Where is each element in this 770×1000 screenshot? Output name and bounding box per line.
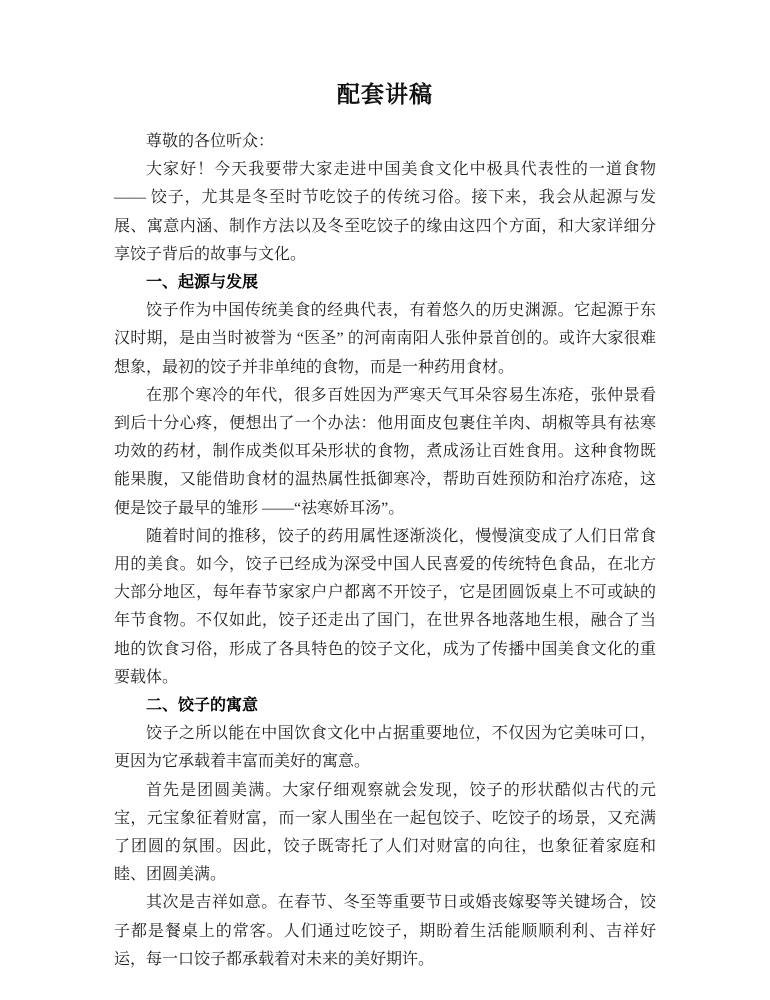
- document-content: [114, 0, 656, 1000]
- body-paragraph: 首先是团圆美满。大家仔细观察就会发现，饺子的形状酷似古代的元宝，元宝象征着财富，而一家人围坐在一起包饺子、吃饺子的场景，又充满了团圆的氛围。因此，饺子既寄托了人们对财富的向往，也象征着家庭和睦、团圆美满。: [114, 781, 656, 884]
- body-paragraph: 饺子作为中国传统美食的经典代表，有着悠久的历史渊源。它起源于东汉时期，是由当时被誉为 “医圣” 的河南南阳人张仲景首创的。或许大家很难想象，最初的饺子并非单纯的食物，而是一种药用食材。: [114, 302, 656, 376]
- section-heading: 一、起源与发展: [146, 274, 259, 292]
- body-paragraph: 饺子之所以能在中国饮食文化中占据重要地位，不仅因为它美味可口，更因为它承载着丰富而美好的寓意。: [114, 725, 656, 771]
- body-paragraph: 随着时间的推移，饺子的药用属性逐渐淡化，慢慢演变成了人们日常食用的美食。如今，饺子已经成为深受中国人民喜爱的传统特色食品，在北方大部分地区，每年春节家家户户都离不开饺子，它是团圆饭桌上不可或缺的年节食物。不仅如此，饺子还走出了国门，在世界各地落地生根，融合了当地的饮食习俗，形成了各具特色的饺子文化，成为了传播中国美食文化的重要载体。: [114, 527, 656, 686]
- section-heading: 二、饺子的寓意: [146, 697, 259, 715]
- body-paragraph: 在那个寒冷的年代，很多百姓因为严寒天气耳朵容易生冻疮，张仲景看到后十分心疼，便想出了一个办法：他用面皮包裹住羊肉、胡椒等具有祛寒功效的药材，制作成类似耳朵形状的食物，煮成汤让百姓食用。这种食物既能果腹，又能借助食材的温热属性抵御寒冷，帮助百姓预防和治疗冻疮，这便是饺子最早的雏形 ——“祛寒娇耳汤”。: [114, 386, 656, 517]
- page-title: 配套讲稿: [337, 82, 433, 107]
- body-paragraph: 大家好！今天我要带大家走进中国美食文化中极具代表性的一道食物 —— 饺子，尤其是冬至时节吃饺子的传统习俗。接下来，我会从起源与发展、寓意内涵、制作方法以及冬至吃饺子的缘由这四个方面，和大家详细分享饺子背后的故事与文化。: [114, 161, 656, 263]
- document-body: [114, 128, 656, 974]
- body-paragraph: 尊敬的各位听众：: [146, 133, 275, 150]
- page-bottom-whitespace: [114, 974, 656, 1000]
- body-paragraph: 其次是吉祥如意。在春节、冬至等重要节日或婚丧嫁娶等关键场合，饺子都是餐桌上的常客。人们通过吃饺子，期盼着生活能顺顺利利、吉祥好运，每一口饺子都承载着对未来的美好期许。: [114, 894, 656, 968]
